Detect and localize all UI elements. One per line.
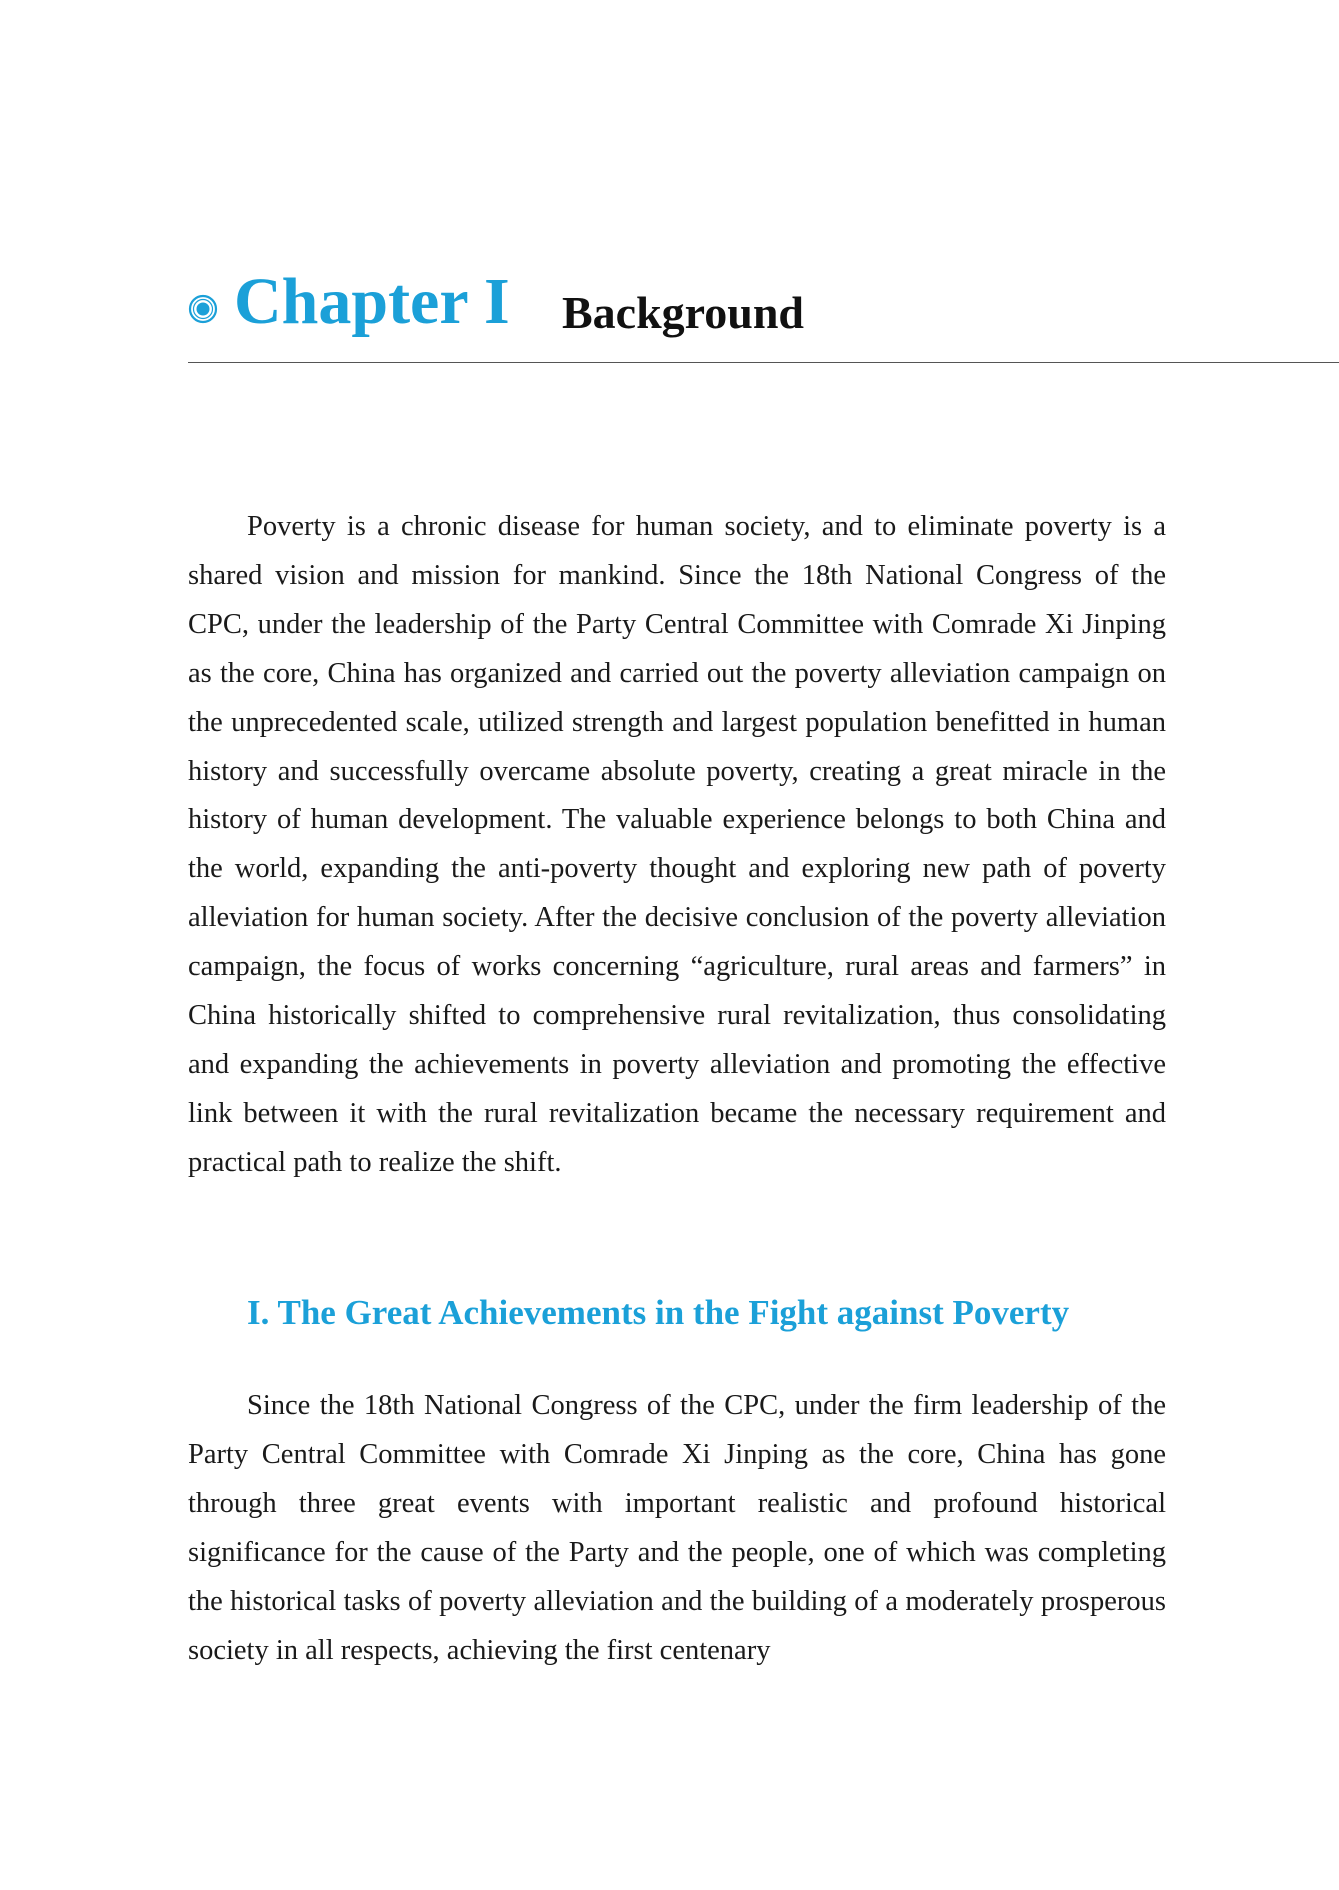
body-paragraph: Poverty is a chronic disease for human society, and to eliminate poverty is a shared vision and mission for mankind. Since the 18th National Congress of the CPC, under the leadership of the Party Central Committee with Comrade Xi Jinping as the core, China has organized and carried out the poverty alleviation campaign on the unprecedented scale, utilized strength and largest population benefitted in human history and successfully overcame absolute poverty, creating a great miracle in the history of human development. The valuable experience belongs to both China and the world, expanding the anti-poverty thought and exploring new path of poverty alleviation for human society. After the decisive conclusion of the poverty alleviation campaign, the focus of works concerning “agriculture, rural areas and farmers” in China historically shifted to comprehensive rural revitalization, thus consolidating and expanding the achievements in poverty alleviation and promoting the effective link between it with the rural revitalization became the necessary requirement and practical path to realize the shift. xyxy=(188,511,1166,1178)
chapter-header xyxy=(188,262,1188,342)
circle-target-icon xyxy=(188,294,218,324)
chapter-divider xyxy=(188,362,1339,363)
chapter-number: Chapter I xyxy=(234,265,510,338)
section-heading: I. The Great Achievements in the Fight against Poverty xyxy=(247,1293,1070,1332)
chapter-title: Background xyxy=(562,287,805,338)
body-paragraph: Since the 18th National Congress of the CPC, under the firm leadership of the Party Central Committee with Comrade Xi Jinping as the core, China has gone through three great events with important realistic and profound historical significance for the cause of the Party and the people, one of which was completing the historical tasks of poverty alleviation and the building of a moderately prosperous society in all respects, achieving the first centenary xyxy=(188,1390,1166,1666)
